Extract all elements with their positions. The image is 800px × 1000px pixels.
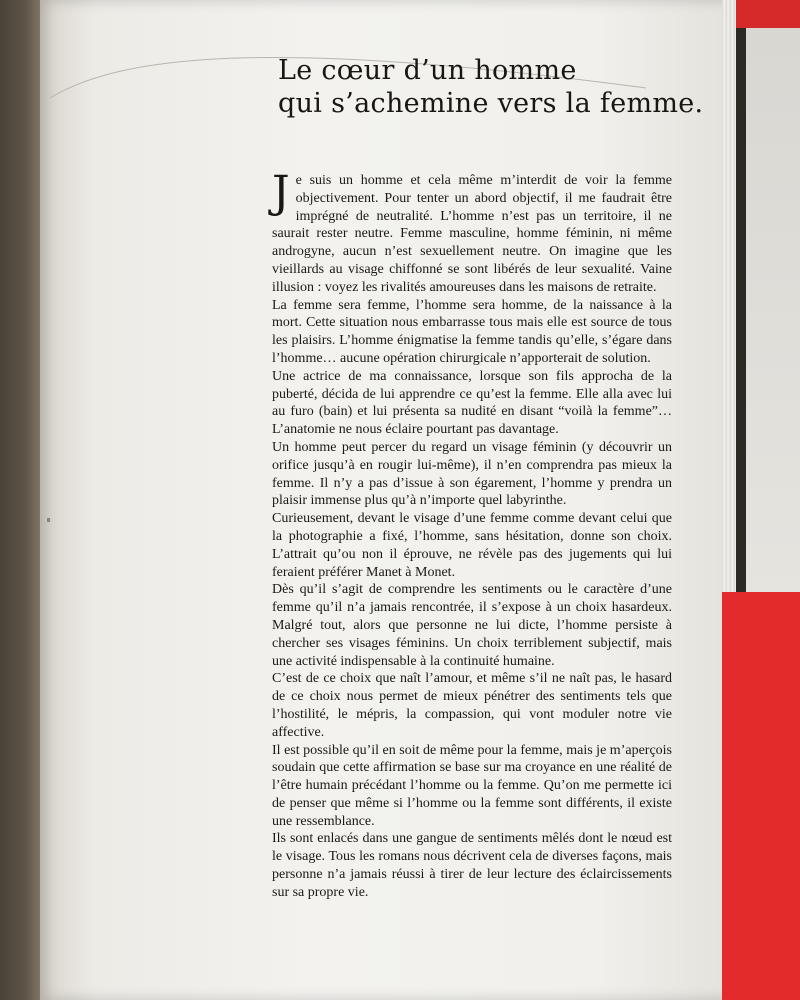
chapter-title <box>278 54 703 120</box>
paragraph-3: Une actrice de ma connaissance, lorsque son fils approcha de la puberté, décida de lui apprendre ce qu’est la femme. Elle alla avec lui au furo (bain) et lui présenta sa nudité en disant “voilà la femme”… L’anatomie ne nous éclaire pourtant pas davantage. <box>272 368 672 438</box>
paragraph-4: Un homme peut percer du regard un visage féminin (y découvrir un orifice jusqu’à en rougir lui-même), il n’en comprendra pas mieux la femme. Il n’y a pas d’issue à son égarement, l’homme y prendra un plaisir immense plus qu’à n’importe quel labyrinthe. <box>272 439 672 509</box>
paragraph-8: Il est possible qu’il en soit de même pour la femme, mais je m’aperçois soudain que cette affirmation se base sur ma croyance en une réalité de l’être humain précédant l’homme ou la femme. Qu’on me permette ici de penser que même si l’homme ou la femme sont différents, il existe une ressemblance. <box>272 742 672 829</box>
paragraph-6: Dès qu’il s’agit de comprendre les sentiments ou le caractère d’une femme qu’il n’a jamais rencontrée, il s’expose à un choix hasardeux. Malgré tout, alors que personne ne lui dicte, l’homme persiste à chercher ses visages féminins. Un choix terriblement subjectif, mais une activité indispensable à la continuité humaine. <box>272 582 672 669</box>
paragraph-1 <box>272 167 672 297</box>
title-line-1: Le cœur d’un homme <box>278 55 577 86</box>
paragraph-2: La femme sera femme, l’homme sera homme, de la naissance à la mort. Cette situation nous embarrasse tous mais elle est source de tous les plaisirs. L’homme énigmatise la femme tandis qu’elle, s’égare dans l’homme… aucune opération chirurgicale n’apporterait de solution. <box>272 297 672 366</box>
red-cover-block <box>722 592 800 1000</box>
paragraph-7: C’est de ce choix que naît l’amour, et même s’il ne naît pas, le hasard de ce choix nous permet de mieux pénétrer des sentiments tels que l’hostilité, le mépris, la compassion, qui vont moduler notre vie affective. <box>272 671 672 740</box>
page-speck <box>47 518 50 522</box>
paragraph-9: Ils sont enlacés dans une gangue de sentiments mêlés dont le nœud est le visage. Tous les romans nous décrivent cela de diverses façons, mais personne n’a jamais réussi à tirer de leur lecture des éclaircissements sur sa propre vie. <box>272 831 672 900</box>
body-text <box>272 167 672 902</box>
paragraph-1-text: e suis un homme et cela même m’interdit de voir la femme objectivement. Pour tenter un abord objectif, il me faudrait être imprégné de neutralité. L’homme n’est pas un territoire, il ne saurait rester neutre. Femme masculine, homme féminin, ni même androgyne, aucun n’est sexuellement neutre. On imagine que les vieillards au visage chiffonné se sont libérés de leur sexualité. Vaine illusion : voyez les rivalités amoureuses dans les maisons de retraite. <box>272 173 672 295</box>
title-line-2: qui s’achemine vers la femme. <box>278 88 704 119</box>
red-cover-top <box>736 0 800 28</box>
drop-cap: J <box>272 167 290 218</box>
paragraph-5: Curieusement, devant le visage d’une femme comme devant celui que la photographie a fixé, l’homme, sans hésitation, donne son choix. L’attrait qu’ou non il éprouve, ne révèle pas des jugements qui lui feraient préférer Manet à Monet. <box>272 511 672 580</box>
